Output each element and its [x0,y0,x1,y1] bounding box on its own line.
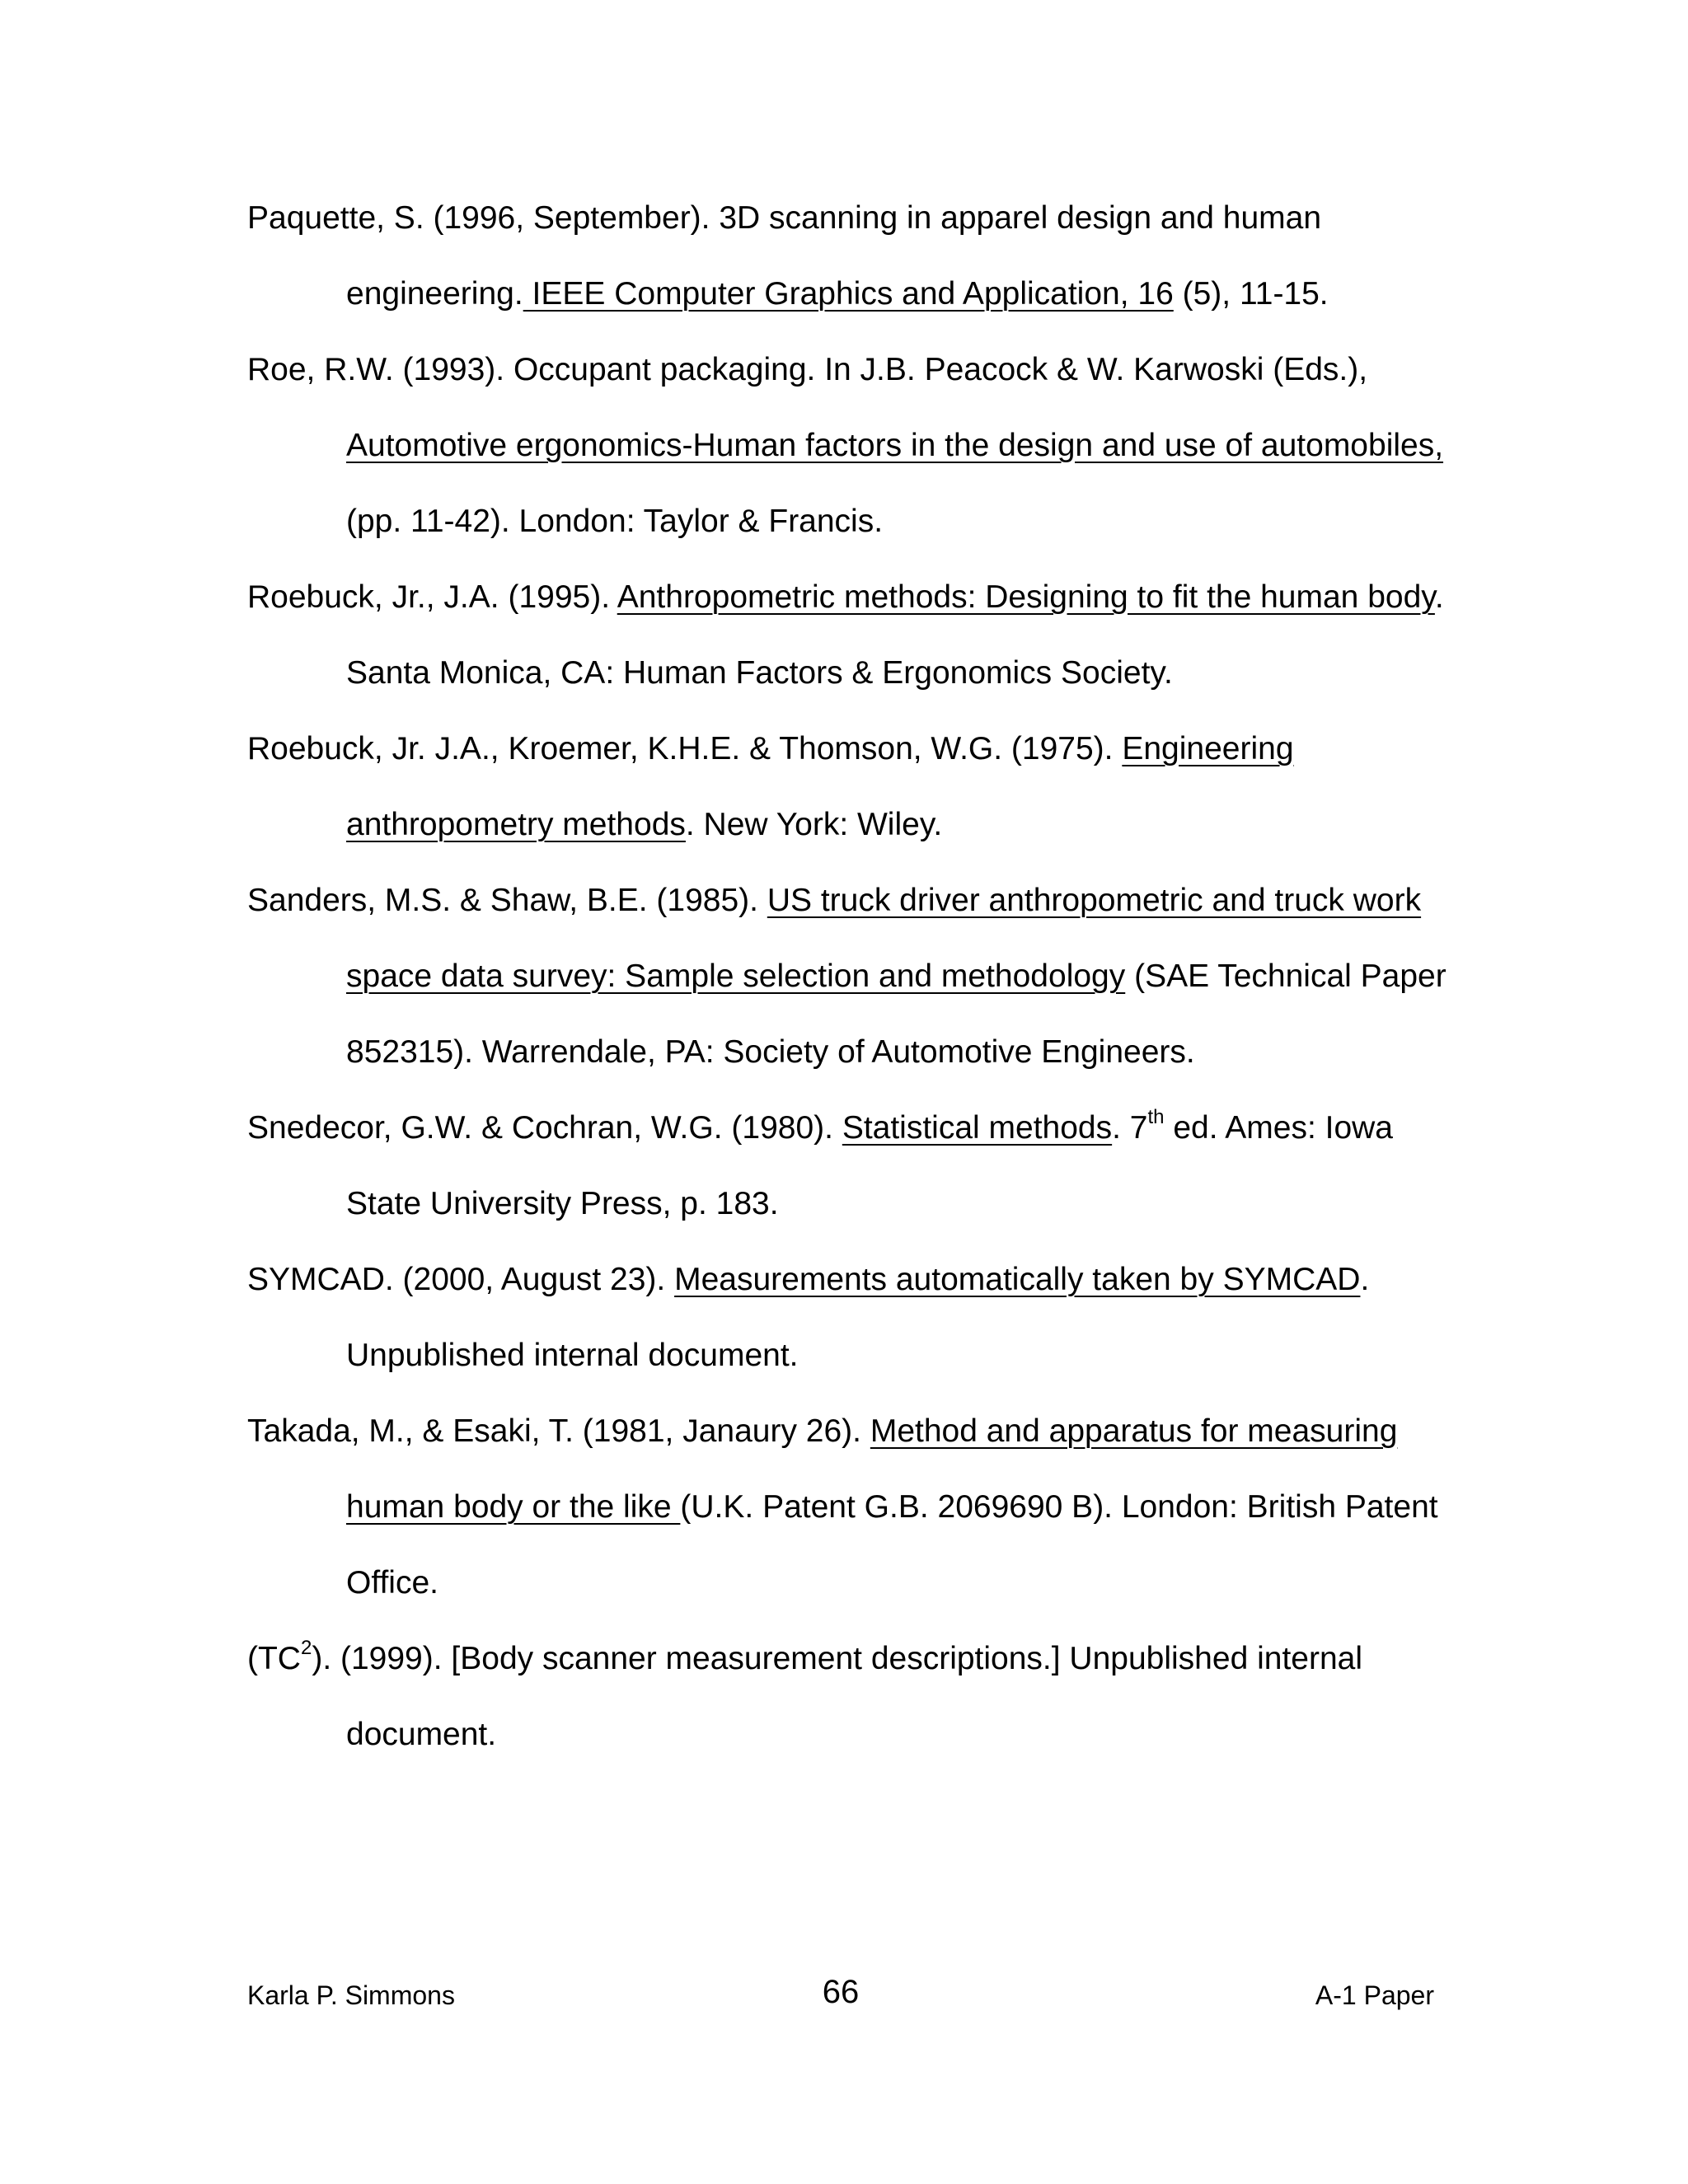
reference-details: (SAE Technical Paper 852315). Warrendale, PA: Society of Automotive Engineers. [346,958,1447,1070]
reference-details: . Santa Monica, CA: Human Factors & Ergonomics Society. [346,579,1444,691]
reference-author: Paquette, S. (1996, September). 3D scanning in apparel design and human engineering. [247,200,1322,312]
reference-title: Engineering anthropometry methods [346,731,1294,842]
reference-roe [247,332,1451,560]
reference-author: Roe, R.W. (1993). Occupant packaging. In J.B. Peacock & W. Karwoski (Eds.), [247,352,1368,387]
reference-symcad [247,1242,1451,1394]
footer-author: Karla P. Simmons [247,1980,455,2010]
reference-author: SYMCAD. (2000, August 23). [247,1262,675,1297]
reference-details: . New York: Wiley. [685,807,943,842]
reference-author: Takada, M., & Esaki, T. (1981, Janaury 26). [247,1413,870,1449]
reference-title: Measurements automatically taken by SYMCAD [674,1262,1361,1297]
reference-paquette [247,180,1451,332]
reference-title: Method and apparatus for measuring human body or the like [346,1413,1398,1525]
reference-roebuck-1975 [247,711,1451,863]
superscript: th [1147,1106,1165,1128]
reference-list [247,180,1451,1773]
reference-title: Automotive ergonomics-Human factors in the design and use of automobiles, [346,428,1444,463]
footer-paper-label: A-1 Paper [1315,1980,1434,2010]
reference-roebuck-1995 [247,560,1451,711]
reference-title: IEEE Computer Graphics and Application, 16 [523,276,1174,312]
reference-author: Roebuck, Jr. J.A., Kroemer, K.H.E. & Thomson, W.G. (1975). [247,731,1123,766]
reference-author: Snedecor, G.W. & Cochran, W.G. (1980). [247,1110,842,1146]
page-number: 66 [822,1974,860,2010]
superscript: 2 [300,1637,312,1659]
reference-sanders [247,863,1451,1090]
reference-title: Statistical methods [842,1110,1113,1146]
reference-details: . Unpublished internal document. [346,1262,1370,1373]
reference-title: Anthropometric methods: Designing to fit the human body [617,579,1435,615]
reference-tc2 [247,1621,1451,1773]
reference-details: ). (1999). [Body scanner measurement descriptions.] Unpublished internal document. [312,1641,1363,1752]
reference-author: (TC [247,1641,301,1676]
reference-author: Roebuck, Jr., J.A. (1995). [247,579,617,615]
reference-details-continued: ed. Ames: Iowa State University Press, p. 183. [346,1110,1393,1221]
reference-details: (U.K. Patent G.B. 2069690 B). London: British Patent Office. [346,1489,1438,1601]
reference-details: (pp. 11-42). London: Taylor & Francis. [346,504,884,539]
page-footer [247,1974,1434,2023]
reference-snedecor [247,1090,1451,1242]
reference-author: Sanders, M.S. & Shaw, B.E. (1985). [247,883,767,918]
reference-title: US truck driver anthropometric and truck work space data survey: Sample selection and methodology [346,883,1422,994]
reference-details: (5), 11-15. [1173,276,1329,312]
reference-details: . 7 [1112,1110,1148,1146]
reference-takada [247,1394,1451,1621]
